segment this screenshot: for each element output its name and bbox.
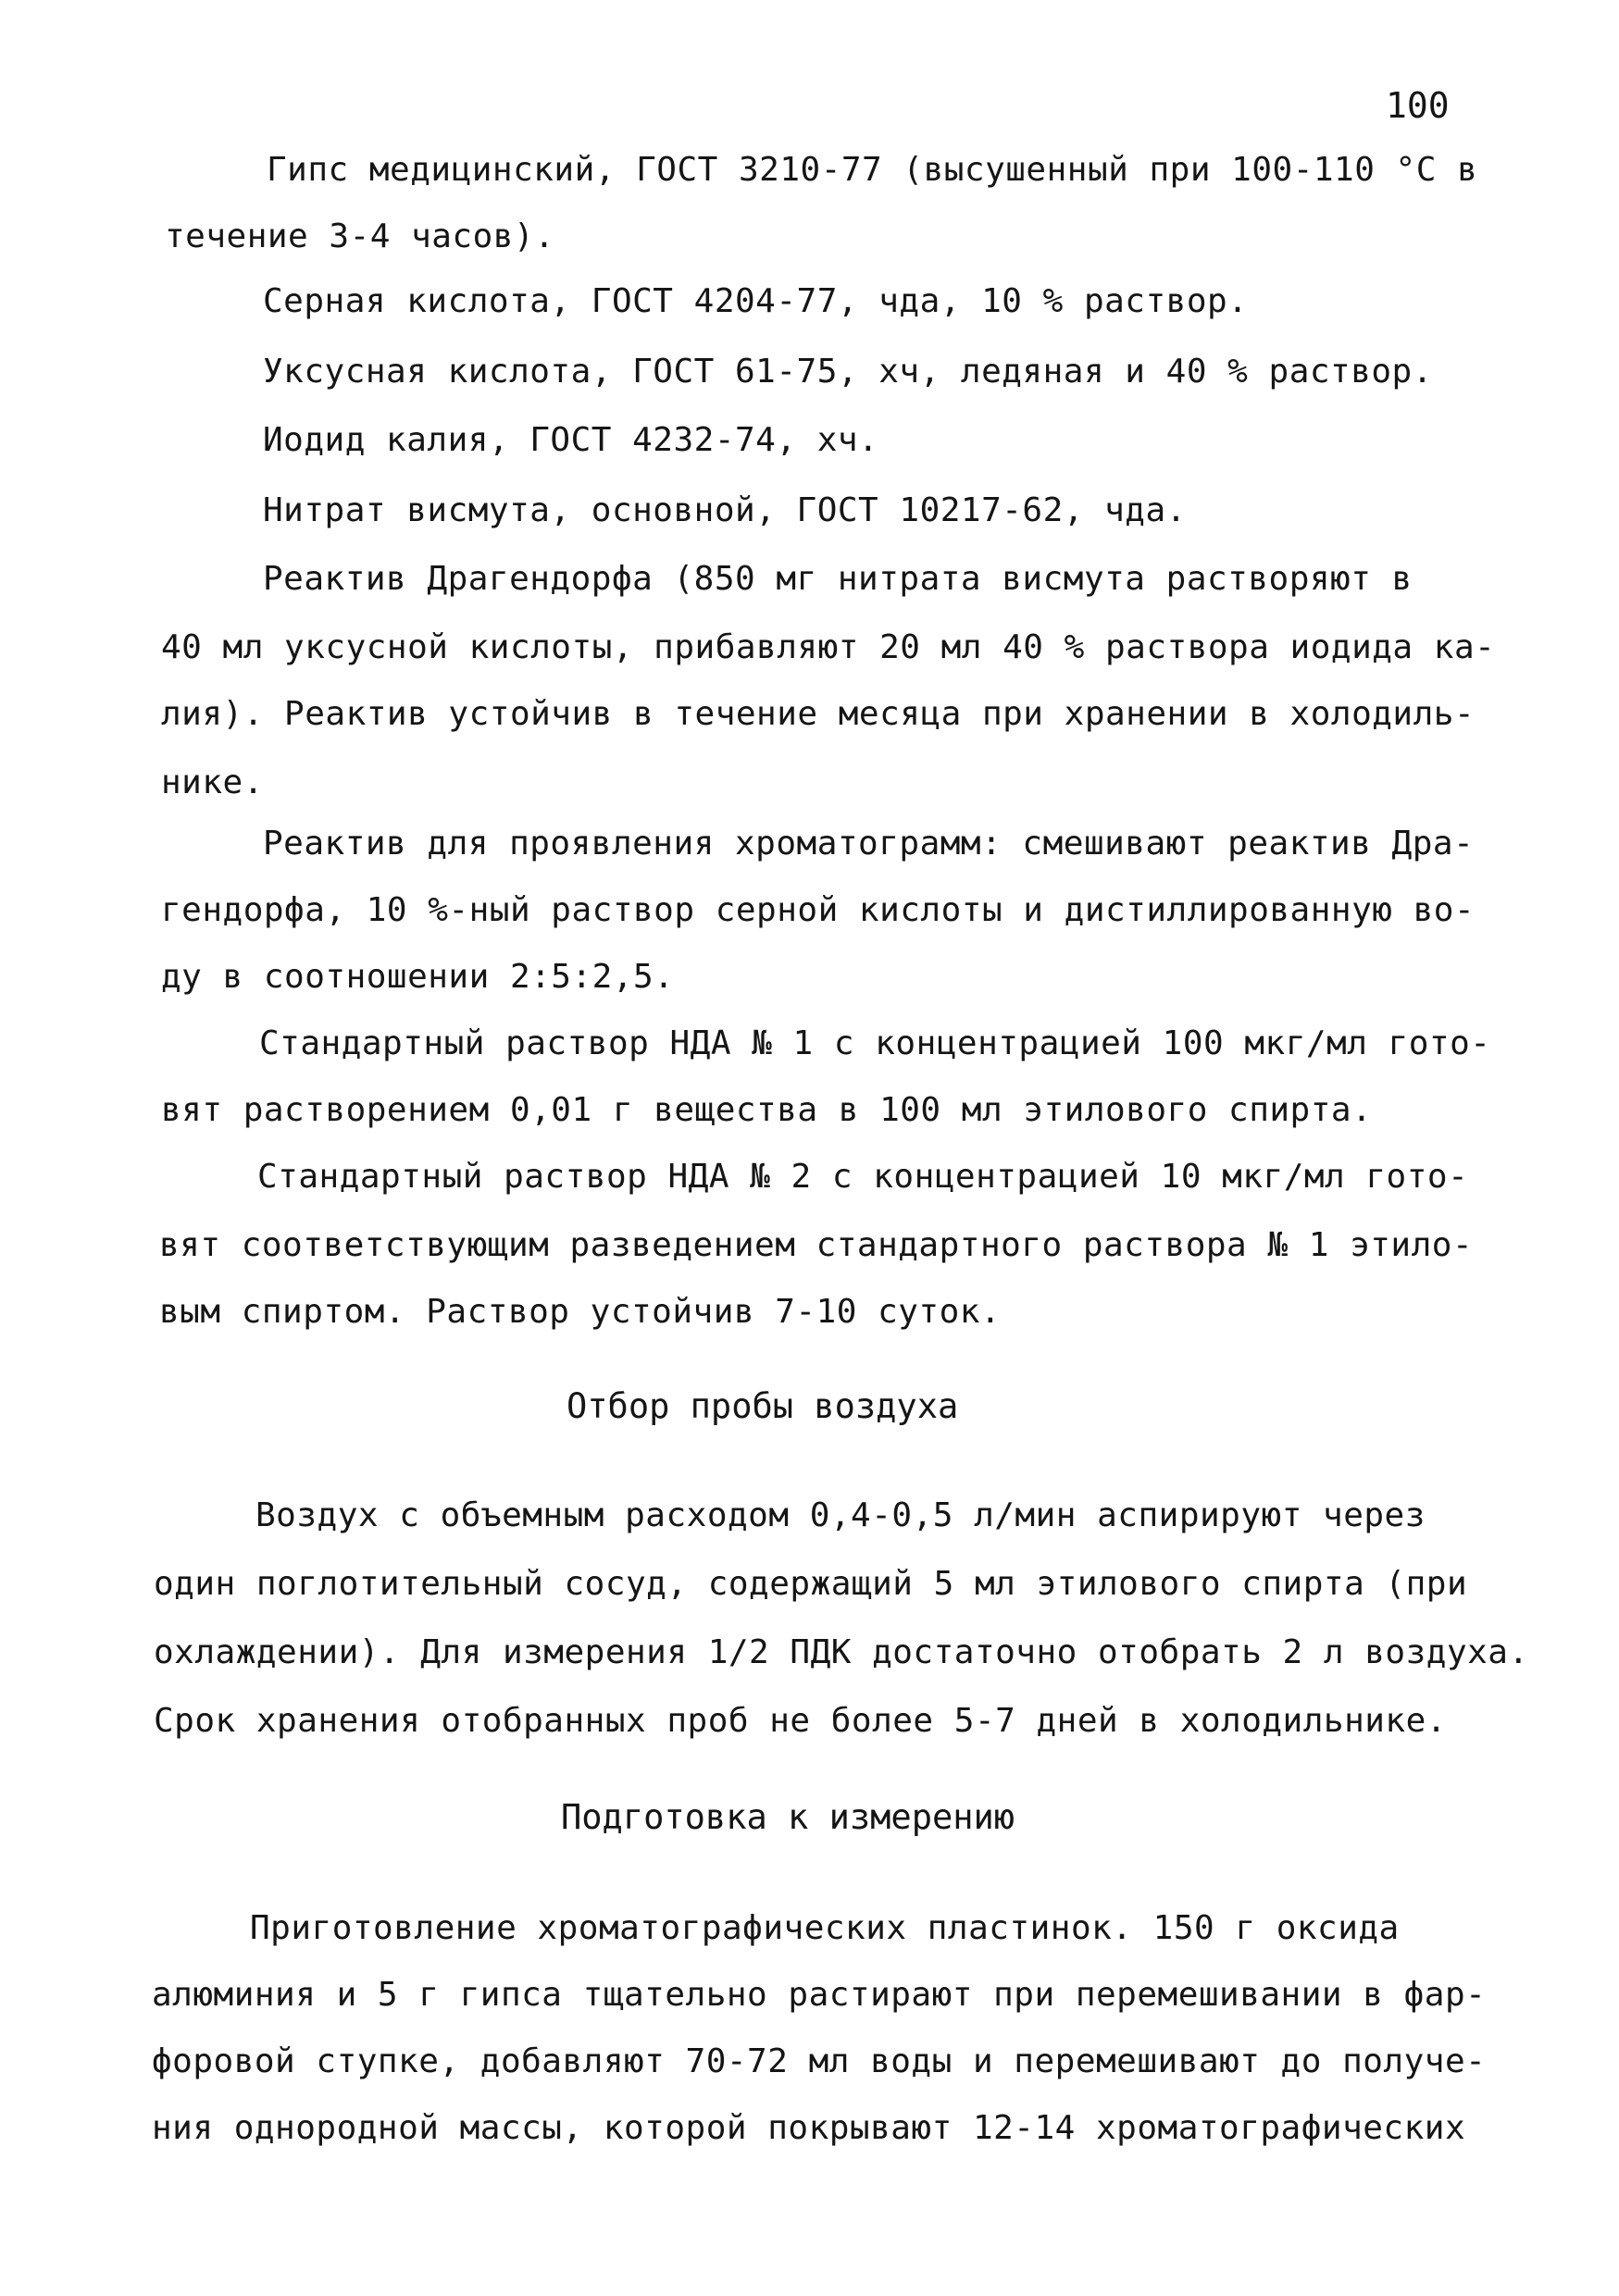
text-line: Гипс медицинский, ГОСТ 3210-77 (высушенный при 100-110 °С в — [267, 151, 1478, 189]
text-line: лия). Реактив устойчив в течение месяца при хранении в холодиль- — [161, 695, 1476, 733]
text-line: Приготовление хроматографических пластинок. 150 г оксида — [250, 1909, 1400, 1947]
text-line: вят соответствующим разведением стандартного раствора № 1 этило- — [159, 1226, 1474, 1264]
text-line: алюминия и 5 г гипса тщательно растирают при перемешивании в фар- — [152, 1976, 1487, 2014]
text-line: ду в соотношении 2:5:2,5. — [161, 958, 675, 996]
section-heading: Отбор пробы воздуха — [567, 1386, 959, 1426]
text-line: Иодид калия, ГОСТ 4232-74, хч. — [263, 421, 879, 459]
text-line: вым спиртом. Раствор устойчив 7-10 суток. — [159, 1293, 1002, 1331]
text-line: охлаждении). Для измерения 1/2 ПДК достаточно отобрать 2 л воздуха. — [154, 1633, 1529, 1671]
text-line: Стандартный раствор НДА № 2 с концентрацией 10 мкг/мл гото- — [257, 1158, 1469, 1196]
text-line: Серная кислота, ГОСТ 4204-77, чда, 10 % раствор. — [263, 282, 1249, 320]
text-line: Воздух с объемным расходом 0,4-0,5 л/мин аспирируют через — [255, 1496, 1426, 1534]
text-line: течение 3-4 часов). — [165, 217, 555, 255]
text-line: нике. — [161, 763, 264, 801]
section-heading: Подготовка к измерению — [561, 1797, 1015, 1837]
text-line: один поглотительный сосуд, содержащий 5 мл этилового спирта (при — [154, 1565, 1468, 1603]
text-line: гендорфа, 10 %-ный раствор серной кислоты и дистиллированную во- — [161, 891, 1476, 929]
text-line: вят растворением 0,01 г вещества в 100 мл этилового спирта. — [161, 1091, 1373, 1129]
text-line: Уксусная кислота, ГОСТ 61-75, хч, ледяная и 40 % раствор. — [263, 353, 1433, 391]
text-line: Стандартный раствор НДА № 1 с концентрацией 100 мкг/мл гото- — [259, 1024, 1491, 1062]
text-line: 40 мл уксусной кислоты, прибавляют 20 мл 40 % раствора иодида ка- — [161, 628, 1496, 666]
text-line: Нитрат висмута, основной, ГОСТ 10217-62, чда. — [263, 491, 1187, 529]
page-number: 100 — [1386, 85, 1450, 126]
text-line: Срок хранения отобранных проб не более 5-7 дней в холодильнике. — [154, 1702, 1447, 1740]
text-line: Реактив для проявления хроматограмм: смешивают реактив Дра- — [263, 825, 1475, 863]
text-line: Реактив Драгендорфа (850 мг нитрата висмута растворяют в — [263, 560, 1413, 598]
text-line: ния однородной массы, которой покрывают 12-14 хроматографических — [152, 2109, 1466, 2147]
text-line: форовой ступке, добавляют 70-72 мл воды и перемешивают до получе- — [152, 2042, 1487, 2080]
